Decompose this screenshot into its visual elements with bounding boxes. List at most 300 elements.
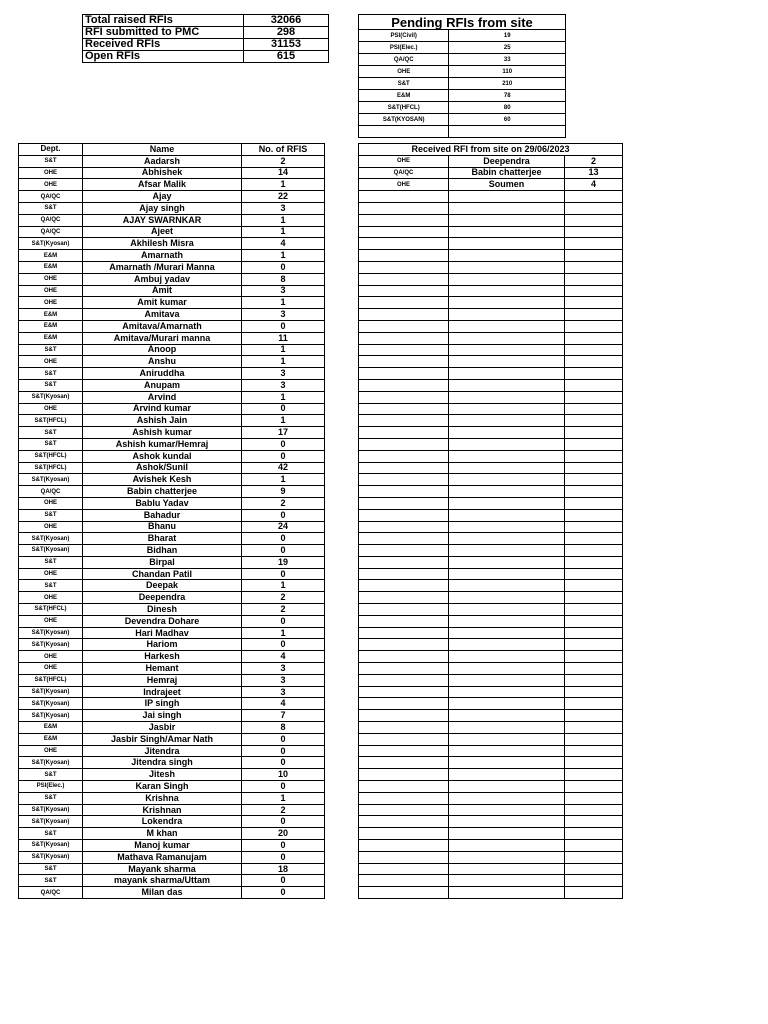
row-name: Amarnath /Murari Manna [83,261,242,273]
received-empty-cell [565,379,623,391]
received-row [359,179,623,191]
received-empty-cell [565,238,623,250]
row-count: 9 [242,486,325,498]
received-empty-cell [359,214,449,226]
received-empty-cell [359,556,449,568]
table-row [19,545,325,557]
received-empty-cell [565,356,623,368]
pending-row [359,78,566,90]
received-empty-cell [449,710,565,722]
received-empty-cell [449,651,565,663]
row-name: Chandan Patil [83,568,242,580]
received-empty-cell [565,474,623,486]
row-name: Ambuj yadav [83,273,242,285]
row-count: 0 [242,840,325,852]
received-empty-cell [449,792,565,804]
pending-dept: E&M [359,90,449,102]
received-name: Deependra [449,155,565,167]
table-row [19,533,325,545]
received-empty-cell [565,757,623,769]
table-row [19,663,325,675]
row-count: 4 [242,238,325,250]
row-dept: OHE [19,273,83,285]
received-empty-row [359,556,623,568]
row-name: Manoj kumar [83,840,242,852]
row-name: Jasbir [83,722,242,734]
received-empty-cell [565,604,623,616]
row-count: 0 [242,533,325,545]
table-row [19,627,325,639]
row-count: 3 [242,686,325,698]
row-count: 0 [242,781,325,793]
pending-blank-row [359,126,566,138]
row-dept: S&T(Kyosan) [19,698,83,710]
row-name: Ajay singh [83,202,242,214]
row-count: 1 [242,474,325,486]
row-dept: S&T(HFCL) [19,604,83,616]
received-empty-cell [565,521,623,533]
table-row [19,887,325,899]
received-empty-cell [359,710,449,722]
pending-row [359,90,566,102]
received-empty-cell [449,238,565,250]
received-empty-cell [359,320,449,332]
row-dept: QA/QC [19,214,83,226]
row-name: Deepak [83,580,242,592]
table-row [19,202,325,214]
received-empty-cell [449,320,565,332]
row-count: 0 [242,733,325,745]
received-dept: OHE [359,155,449,167]
received-empty-row [359,403,623,415]
row-name: Amit [83,285,242,297]
row-count: 2 [242,604,325,616]
received-empty-row [359,698,623,710]
row-dept: OHE [19,403,83,415]
table-row [19,804,325,816]
received-empty-cell [449,309,565,321]
received-empty-cell [565,592,623,604]
pending-dept: PSI(Elec.) [359,42,449,54]
received-empty-cell [449,226,565,238]
table-row [19,698,325,710]
received-empty-cell [565,686,623,698]
row-dept: S&T(HFCL) [19,674,83,686]
received-empty-cell [449,191,565,203]
received-empty-cell [359,415,449,427]
received-empty-row [359,309,623,321]
row-name: Avishek Kesh [83,474,242,486]
received-empty-cell [565,698,623,710]
received-empty-cell [449,368,565,380]
received-empty-row [359,568,623,580]
received-empty-cell [565,273,623,285]
table-row [19,297,325,309]
table-row [19,226,325,238]
row-name: Bahadur [83,509,242,521]
row-name: Ashish kumar [83,427,242,439]
row-count: 0 [242,261,325,273]
row-count: 0 [242,875,325,887]
received-empty-cell [449,592,565,604]
pending-row [359,66,566,78]
row-name: Bharat [83,533,242,545]
received-empty-cell [359,391,449,403]
received-empty-row [359,710,623,722]
received-empty-cell [565,226,623,238]
received-empty-row [359,604,623,616]
row-name: M khan [83,828,242,840]
received-empty-cell [565,214,623,226]
table-row [19,356,325,368]
received-empty-row [359,214,623,226]
received-empty-cell [565,297,623,309]
received-empty-row [359,486,623,498]
row-count: 3 [242,309,325,321]
received-empty-cell [565,875,623,887]
received-empty-cell [565,202,623,214]
row-count: 20 [242,828,325,840]
received-empty-cell [359,297,449,309]
row-count: 24 [242,521,325,533]
row-name: Afsar Malik [83,179,242,191]
row-name: Ashish Jain [83,415,242,427]
row-name: Krishnan [83,804,242,816]
received-empty-cell [359,261,449,273]
received-empty-row [359,580,623,592]
received-empty-cell [359,238,449,250]
received-empty-row [359,332,623,344]
received-empty-cell [449,863,565,875]
received-empty-cell [359,804,449,816]
received-empty-cell [449,639,565,651]
row-count: 0 [242,816,325,828]
row-count: 3 [242,379,325,391]
table-row [19,332,325,344]
received-empty-row [359,674,623,686]
row-name: Arvind kumar [83,403,242,415]
received-empty-cell [359,202,449,214]
row-dept: S&T(HFCL) [19,415,83,427]
table-row [19,686,325,698]
row-name: Amitava [83,309,242,321]
received-empty-cell [359,663,449,675]
received-empty-row [359,226,623,238]
received-empty-cell [449,403,565,415]
summary-value: 31153 [244,39,329,51]
received-empty-row [359,816,623,828]
received-empty-row [359,438,623,450]
row-count: 4 [242,651,325,663]
received-empty-cell [565,285,623,297]
pending-value: 210 [449,78,566,90]
row-name: Mathava Ramanujam [83,851,242,863]
received-empty-cell [359,887,449,899]
row-count: 0 [242,887,325,899]
received-empty-cell [565,615,623,627]
pending-row [359,114,566,126]
pending-dept: S&T(HFCL) [359,102,449,114]
row-dept: QA/QC [19,486,83,498]
received-empty-cell [449,745,565,757]
received-empty-cell [449,851,565,863]
received-empty-cell [359,250,449,262]
table-row [19,320,325,332]
received-empty-row [359,651,623,663]
received-empty-cell [565,309,623,321]
table-row [19,722,325,734]
received-empty-cell [565,568,623,580]
row-name: Bhanu [83,521,242,533]
row-count: 1 [242,391,325,403]
received-name: Soumen [449,179,565,191]
received-empty-cell [359,344,449,356]
received-empty-cell [565,663,623,675]
received-empty-cell [359,863,449,875]
row-count: 1 [242,627,325,639]
received-empty-cell [449,462,565,474]
row-name: Hemant [83,663,242,675]
row-name: mayank sharma/Uttam [83,875,242,887]
row-dept: OHE [19,285,83,297]
received-empty-cell [449,627,565,639]
received-empty-cell [565,840,623,852]
row-dept: S&T [19,769,83,781]
row-dept: S&T(Kyosan) [19,851,83,863]
received-empty-row [359,545,623,557]
row-name: Amitava/Amarnath [83,320,242,332]
received-empty-cell [359,332,449,344]
row-dept: S&T(Kyosan) [19,545,83,557]
received-empty-cell [565,533,623,545]
received-empty-cell [359,356,449,368]
row-name: IP singh [83,698,242,710]
received-empty-cell [359,674,449,686]
row-dept: S&T(Kyosan) [19,474,83,486]
table-row [19,403,325,415]
row-dept: S&T [19,344,83,356]
received-empty-row [359,887,623,899]
row-name: Deependra [83,592,242,604]
pending-blank-cell [449,126,566,138]
row-dept: S&T(HFCL) [19,450,83,462]
pending-dept: PSI(Civil) [359,30,449,42]
row-dept: S&T(Kyosan) [19,840,83,852]
row-dept: S&T [19,875,83,887]
table-row [19,344,325,356]
received-empty-cell [449,379,565,391]
row-count: 1 [242,580,325,592]
row-count: 3 [242,674,325,686]
received-empty-cell [449,698,565,710]
received-empty-row [359,391,623,403]
pending-value: 110 [449,66,566,78]
received-empty-cell [565,462,623,474]
table-row [19,250,325,262]
table-row [19,415,325,427]
received-empty-row [359,722,623,734]
received-empty-cell [565,486,623,498]
received-empty-cell [449,261,565,273]
received-empty-row [359,828,623,840]
row-name: Krishna [83,792,242,804]
row-name: Bablu Yadav [83,497,242,509]
row-name: Dinesh [83,604,242,616]
table-row [19,167,325,179]
received-empty-cell [565,344,623,356]
row-count: 1 [242,415,325,427]
received-empty-cell [565,509,623,521]
pending-value: 25 [449,42,566,54]
dept-rfi-table [18,143,325,899]
table-row [19,639,325,651]
received-empty-cell [449,663,565,675]
received-empty-cell [565,674,623,686]
received-empty-cell [449,474,565,486]
received-empty-row [359,474,623,486]
received-empty-cell [449,556,565,568]
received-empty-cell [565,497,623,509]
received-empty-cell [449,391,565,403]
received-empty-cell [359,368,449,380]
received-empty-cell [449,733,565,745]
received-name: Babin chatterjee [449,167,565,179]
row-count: 0 [242,450,325,462]
row-name: Lokendra [83,816,242,828]
received-count: 2 [565,155,623,167]
row-count: 0 [242,438,325,450]
row-dept: OHE [19,179,83,191]
table-row [19,509,325,521]
row-name: Babin chatterjee [83,486,242,498]
received-empty-cell [449,415,565,427]
table-row [19,261,325,273]
table-row [19,368,325,380]
received-empty-cell [565,261,623,273]
received-empty-cell [565,332,623,344]
received-empty-cell [565,887,623,899]
table-row [19,155,325,167]
received-empty-row [359,344,623,356]
summary-label: Received RFIs [83,39,244,51]
received-empty-row [359,804,623,816]
row-dept: E&M [19,332,83,344]
row-dept: PSI(Elec.) [19,781,83,793]
received-empty-cell [449,521,565,533]
received-empty-cell [565,391,623,403]
row-dept: OHE [19,521,83,533]
row-name: Aadarsh [83,155,242,167]
table-row [19,604,325,616]
received-empty-cell [359,226,449,238]
received-empty-row [359,285,623,297]
received-empty-row [359,497,623,509]
received-empty-cell [359,828,449,840]
received-empty-cell [359,438,449,450]
row-dept: OHE [19,592,83,604]
pending-value: 60 [449,114,566,126]
row-count: 1 [242,356,325,368]
row-name: Amarnath [83,250,242,262]
received-empty-cell [449,828,565,840]
received-empty-cell [449,356,565,368]
row-name: Ajay [83,191,242,203]
summary-label: Open RFIs [83,51,244,63]
received-empty-cell [565,792,623,804]
received-empty-cell [359,285,449,297]
received-empty-cell [359,580,449,592]
received-empty-cell [359,651,449,663]
row-count: 0 [242,320,325,332]
row-name: Amitava/Murari manna [83,332,242,344]
row-dept: OHE [19,745,83,757]
received-dept: OHE [359,179,449,191]
table-row [19,674,325,686]
table-row [19,580,325,592]
table-row [19,615,325,627]
row-name: Jitesh [83,769,242,781]
row-dept: E&M [19,250,83,262]
row-name: Milan das [83,887,242,899]
pending-dept: S&T(KYOSAN) [359,114,449,126]
received-empty-cell [359,769,449,781]
received-empty-cell [359,615,449,627]
received-empty-row [359,792,623,804]
row-dept: S&T [19,155,83,167]
received-empty-cell [449,580,565,592]
received-empty-cell [565,745,623,757]
row-name: Amit kumar [83,297,242,309]
received-empty-cell [449,674,565,686]
received-empty-cell [565,639,623,651]
received-empty-cell [359,592,449,604]
row-dept: QA/QC [19,226,83,238]
row-dept: QA/QC [19,191,83,203]
received-empty-cell [449,297,565,309]
row-dept: OHE [19,615,83,627]
received-empty-cell [449,332,565,344]
row-name: Jitendra singh [83,757,242,769]
row-dept: OHE [19,297,83,309]
received-empty-cell [449,840,565,852]
row-dept: S&T(Kyosan) [19,804,83,816]
summary-label: Total raised RFIs [83,15,244,27]
received-empty-cell [359,486,449,498]
table-row [19,391,325,403]
row-name: Indrajeet [83,686,242,698]
summary-row [83,15,329,27]
table-row [19,851,325,863]
pending-dept: S&T [359,78,449,90]
received-empty-cell [565,320,623,332]
received-empty-row [359,733,623,745]
row-count: 3 [242,368,325,380]
row-dept: E&M [19,261,83,273]
row-dept: S&T [19,379,83,391]
row-count: 17 [242,427,325,439]
received-empty-cell [359,851,449,863]
row-count: 8 [242,273,325,285]
received-empty-cell [449,545,565,557]
row-dept: OHE [19,356,83,368]
table-row [19,179,325,191]
received-empty-cell [565,733,623,745]
row-dept: S&T(Kyosan) [19,710,83,722]
received-empty-cell [359,840,449,852]
pending-dept: QA/QC [359,54,449,66]
row-dept: E&M [19,733,83,745]
row-count: 1 [242,226,325,238]
